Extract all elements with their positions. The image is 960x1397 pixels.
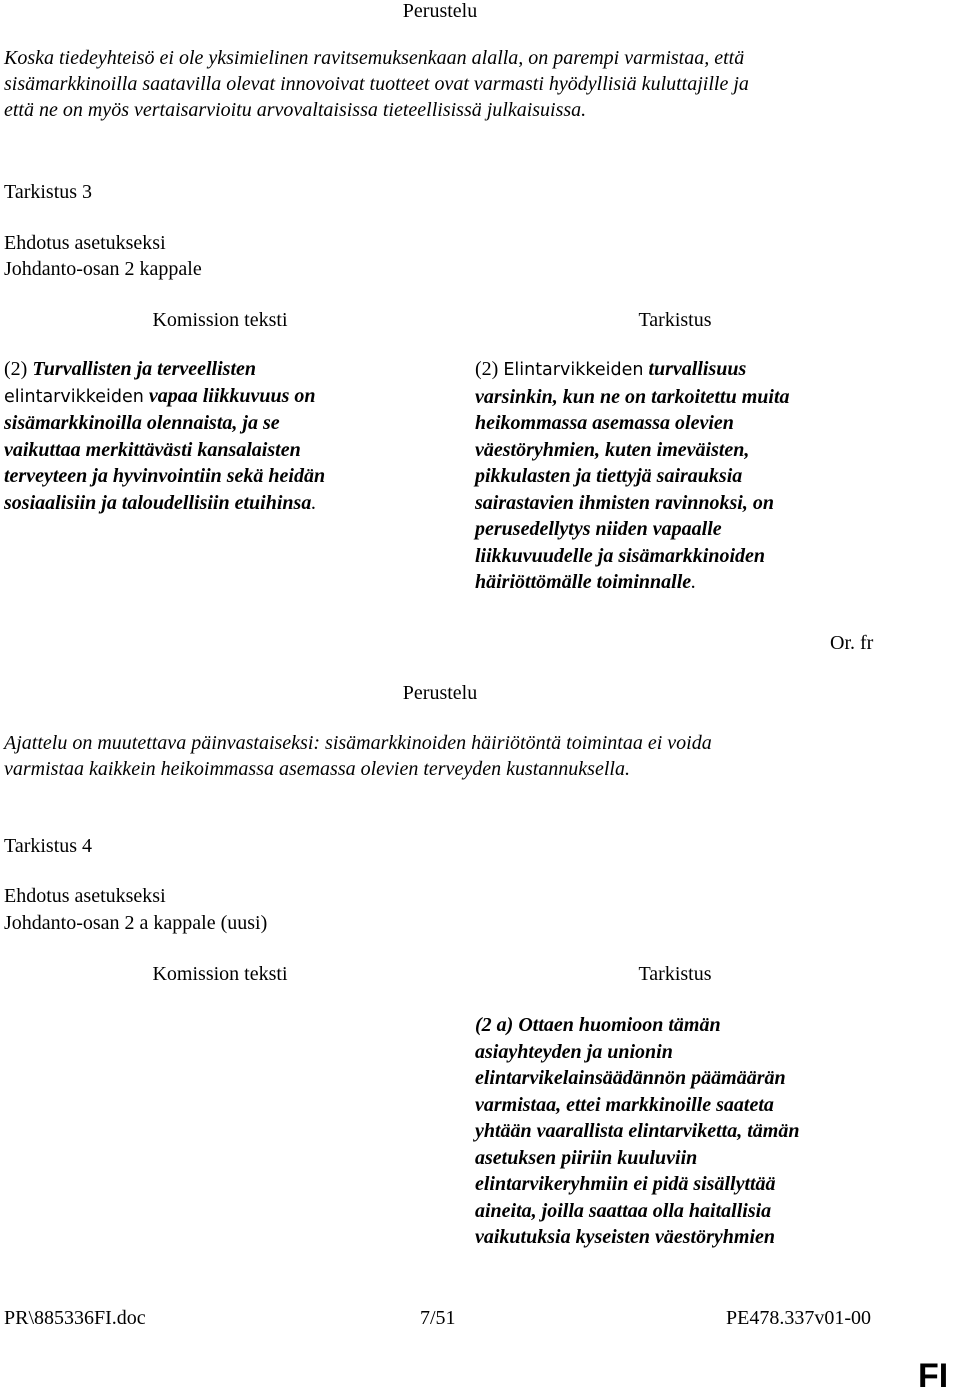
text-line: terveyteen ja hyvinvointiin sekä heidän (4, 465, 326, 487)
text-run: turvallisuus (648, 358, 747, 380)
text-run: elintarvikkeiden (4, 386, 144, 407)
text-line: aineita, joilla saattaa olla haitallisia (475, 1199, 772, 1222)
text-line: (2 a) Ottaen huomioon tämän (475, 1014, 721, 1036)
footer-page-number: 7/51 (420, 1307, 456, 1329)
footer-doc-ref: PR\885336FI.doc (4, 1307, 146, 1329)
text-line: heikommassa asemassa olevien (475, 412, 734, 434)
text-line: varsinkin, kun ne on tarkoitettu muita (475, 385, 790, 408)
text-run: . (311, 491, 317, 514)
amendment-4-commission-header: Komission teksti (152, 963, 288, 985)
text-run: (2) (4, 358, 33, 380)
text-line: perusedellytys niiden vapaalle (475, 518, 722, 540)
text-line: elintarvikelainsäädännön päämäärän (475, 1067, 786, 1089)
amendment-4-recital-label: Johdanto-osan 2 a kappale (uusi) (4, 912, 268, 934)
text-line: asetuksen piiriin kuuluviin (475, 1146, 698, 1169)
justification-text (4, 730, 712, 782)
footer-pe-ref: PE478.337v01-00 (726, 1307, 871, 1329)
text-line: yhtään vaarallista elintarviketta, tämän (475, 1120, 800, 1142)
justification-line: sisämarkkinoilla saatavilla olevat innovoivat tuotteet ovat varmasti hyödyllisiä kuluttajille ja (4, 73, 749, 95)
text-line: liikkuvuudelle ja sisämarkkinoiden (475, 544, 766, 567)
language-code: FI (918, 1357, 949, 1395)
justification-line: Ajattelu on muutettava päinvastaiseksi: sisämarkkinoiden häiriötöntä toimintaa ei voida (4, 732, 712, 754)
amendment-4-proposal-label: Ehdotus asetukseksi (4, 885, 166, 907)
text-line: elintarvikeryhmiin ei pidä sisällyttää (475, 1173, 776, 1195)
text-run: häiriöttömälle toiminnalle (475, 571, 692, 593)
original-language-label: Or. fr (830, 632, 874, 654)
justification-line: että ne on myös vertaisarvioitu arvovaltaisissa tieteellisissä julkaisuissa. (4, 99, 587, 121)
amendment-3-title: Tarkistus 3 (4, 181, 93, 203)
justification-text-top (4, 45, 749, 123)
text-run: (2) (475, 358, 504, 380)
amendment-3-amended-text (475, 356, 790, 596)
amendment-3-commission-header: Komission teksti (152, 309, 288, 331)
text-line: pikkulasten ja tiettyjä sairauksia (475, 465, 743, 487)
amendment-4-title: Tarkistus 4 (4, 835, 93, 857)
justification-heading-top: Perustelu (402, 0, 478, 22)
text-run: Turvallisten ja terveellisten (32, 358, 257, 380)
amendment-3-recital-label: Johdanto-osan 2 kappale (4, 258, 202, 280)
text-run: vapaa liikkuvuus on (148, 384, 316, 407)
amendment-4-amendment-header: Tarkistus (638, 963, 712, 985)
justification-heading: Perustelu (402, 682, 478, 704)
text-line: vaikuttaa merkittävästi kansalaisten (4, 438, 301, 461)
text-run: sosiaalisiin ja taloudellisiin etuihinsa (4, 491, 312, 514)
text-line: väestöryhmien, kuten imeväisten, (475, 438, 750, 461)
text-line: vaikutuksia kyseisten väestöryhmien (475, 1226, 775, 1248)
text-line: asiayhteyden ja unionin (475, 1040, 673, 1063)
amendment-3-proposal-label: Ehdotus asetukseksi (4, 232, 166, 254)
text-line: sisämarkkinoilla olennaista, ja se (4, 412, 280, 434)
amendment-3-commission-text (4, 356, 325, 516)
text-line: varmistaa, ettei markkinoille saateta (475, 1093, 774, 1116)
amendment-4-amended-text (475, 1012, 799, 1251)
justification-line: varmistaa kaikkein heikoimmassa asemassa olevien terveyden kustannuksella. (4, 758, 630, 780)
text-run: Elintarvikkeiden (503, 360, 644, 380)
amendment-3-amendment-header: Tarkistus (638, 309, 712, 331)
justification-line: Koska tiedeyhteisö ei ole yksimielinen ravitsemuksenkaan alalla, on parempi varmistaa, että (4, 47, 745, 69)
text-run: . (691, 571, 697, 593)
text-line: sairastavien ihmisten ravinnoksi, on (475, 491, 774, 514)
